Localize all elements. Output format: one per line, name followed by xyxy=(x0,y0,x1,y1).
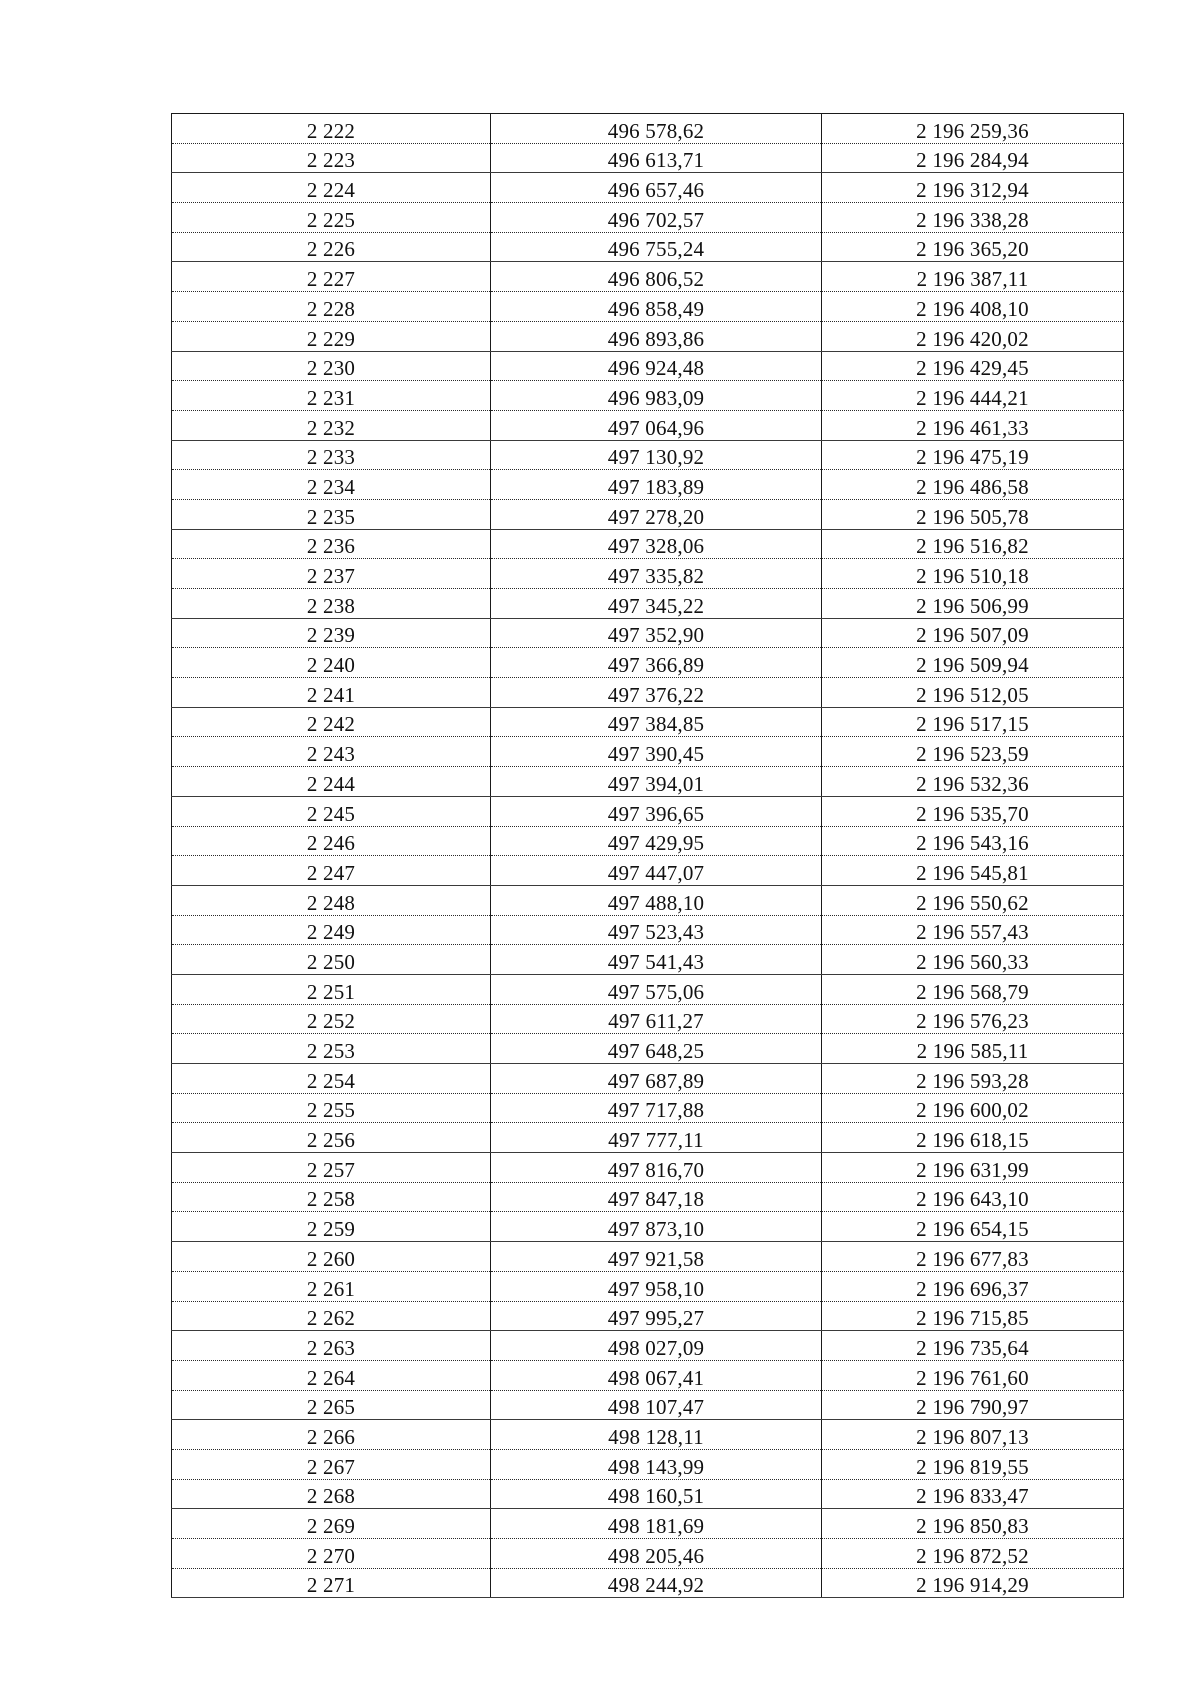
x-coordinate-cell: 496 983,09 xyxy=(491,381,822,411)
table-row xyxy=(172,232,1124,262)
point-number-cell: 2 264 xyxy=(172,1360,491,1390)
y-coordinate-cell: 2 196 550,62 xyxy=(822,885,1124,915)
y-coordinate-cell: 2 196 338,28 xyxy=(822,203,1124,233)
x-coordinate-cell: 496 578,62 xyxy=(491,114,822,144)
point-number-cell: 2 233 xyxy=(172,440,491,470)
table-row xyxy=(172,351,1124,381)
point-number-cell: 2 270 xyxy=(172,1539,491,1569)
table-row xyxy=(172,173,1124,203)
y-coordinate-cell: 2 196 461,33 xyxy=(822,410,1124,440)
point-number-cell: 2 224 xyxy=(172,173,491,203)
point-number-cell: 2 267 xyxy=(172,1449,491,1479)
table-row xyxy=(172,1390,1124,1420)
x-coordinate-cell: 497 575,06 xyxy=(491,974,822,1004)
point-number-cell: 2 225 xyxy=(172,203,491,233)
table-row xyxy=(172,559,1124,589)
y-coordinate-cell: 2 196 790,97 xyxy=(822,1390,1124,1420)
x-coordinate-cell: 497 366,89 xyxy=(491,648,822,678)
x-coordinate-cell: 497 777,11 xyxy=(491,1123,822,1153)
y-coordinate-cell: 2 196 312,94 xyxy=(822,173,1124,203)
table-row xyxy=(172,885,1124,915)
x-coordinate-cell: 498 244,92 xyxy=(491,1568,822,1598)
x-coordinate-cell: 497 648,25 xyxy=(491,1034,822,1064)
y-coordinate-cell: 2 196 516,82 xyxy=(822,529,1124,559)
table-row xyxy=(172,1509,1124,1539)
table-row xyxy=(172,321,1124,351)
y-coordinate-cell: 2 196 568,79 xyxy=(822,974,1124,1004)
x-coordinate-cell: 497 447,07 xyxy=(491,856,822,886)
table-row xyxy=(172,1539,1124,1569)
x-coordinate-cell: 498 107,47 xyxy=(491,1390,822,1420)
table-row xyxy=(172,499,1124,529)
x-coordinate-cell: 497 523,43 xyxy=(491,915,822,945)
point-number-cell: 2 250 xyxy=(172,945,491,975)
table-row xyxy=(172,529,1124,559)
y-coordinate-cell: 2 196 429,45 xyxy=(822,351,1124,381)
point-number-cell: 2 230 xyxy=(172,351,491,381)
point-number-cell: 2 232 xyxy=(172,410,491,440)
y-coordinate-cell: 2 196 600,02 xyxy=(822,1093,1124,1123)
point-number-cell: 2 241 xyxy=(172,678,491,708)
x-coordinate-cell: 496 924,48 xyxy=(491,351,822,381)
y-coordinate-cell: 2 196 872,52 xyxy=(822,1539,1124,1569)
point-number-cell: 2 249 xyxy=(172,915,491,945)
x-coordinate-cell: 497 816,70 xyxy=(491,1153,822,1183)
y-coordinate-cell: 2 196 715,85 xyxy=(822,1301,1124,1331)
x-coordinate-cell: 498 128,11 xyxy=(491,1420,822,1450)
table-row xyxy=(172,737,1124,767)
y-coordinate-cell: 2 196 618,15 xyxy=(822,1123,1124,1153)
point-number-cell: 2 231 xyxy=(172,381,491,411)
point-number-cell: 2 252 xyxy=(172,1004,491,1034)
x-coordinate-cell: 496 702,57 xyxy=(491,203,822,233)
y-coordinate-cell: 2 196 543,16 xyxy=(822,826,1124,856)
x-coordinate-cell: 497 335,82 xyxy=(491,559,822,589)
point-number-cell: 2 248 xyxy=(172,885,491,915)
x-coordinate-cell: 497 687,89 xyxy=(491,1064,822,1094)
x-coordinate-cell: 498 205,46 xyxy=(491,1539,822,1569)
point-number-cell: 2 258 xyxy=(172,1182,491,1212)
point-number-cell: 2 262 xyxy=(172,1301,491,1331)
y-coordinate-cell: 2 196 654,15 xyxy=(822,1212,1124,1242)
point-number-cell: 2 239 xyxy=(172,618,491,648)
table-row xyxy=(172,945,1124,975)
table-row xyxy=(172,1568,1124,1598)
table-row xyxy=(172,1301,1124,1331)
point-number-cell: 2 269 xyxy=(172,1509,491,1539)
table-row xyxy=(172,856,1124,886)
y-coordinate-cell: 2 196 585,11 xyxy=(822,1034,1124,1064)
point-number-cell: 2 260 xyxy=(172,1242,491,1272)
table-row xyxy=(172,1360,1124,1390)
point-number-cell: 2 257 xyxy=(172,1153,491,1183)
table-row xyxy=(172,974,1124,1004)
x-coordinate-cell: 497 390,45 xyxy=(491,737,822,767)
y-coordinate-cell: 2 196 523,59 xyxy=(822,737,1124,767)
point-number-cell: 2 271 xyxy=(172,1568,491,1598)
table-row xyxy=(172,410,1124,440)
coordinates-table-body xyxy=(172,114,1124,1598)
y-coordinate-cell: 2 196 284,94 xyxy=(822,143,1124,173)
point-number-cell: 2 268 xyxy=(172,1479,491,1509)
y-coordinate-cell: 2 196 819,55 xyxy=(822,1449,1124,1479)
table-row xyxy=(172,826,1124,856)
table-row xyxy=(172,1479,1124,1509)
table-row xyxy=(172,589,1124,619)
point-number-cell: 2 247 xyxy=(172,856,491,886)
x-coordinate-cell: 497 611,27 xyxy=(491,1004,822,1034)
x-coordinate-cell: 496 858,49 xyxy=(491,292,822,322)
point-number-cell: 2 226 xyxy=(172,232,491,262)
table-row xyxy=(172,767,1124,797)
x-coordinate-cell: 497 328,06 xyxy=(491,529,822,559)
y-coordinate-cell: 2 196 517,15 xyxy=(822,707,1124,737)
table-row xyxy=(172,1420,1124,1450)
table-row xyxy=(172,915,1124,945)
point-number-cell: 2 265 xyxy=(172,1390,491,1420)
table-row xyxy=(172,440,1124,470)
x-coordinate-cell: 497 384,85 xyxy=(491,707,822,737)
table-row xyxy=(172,262,1124,292)
y-coordinate-cell: 2 196 677,83 xyxy=(822,1242,1124,1272)
point-number-cell: 2 242 xyxy=(172,707,491,737)
table-row xyxy=(172,1004,1124,1034)
point-number-cell: 2 253 xyxy=(172,1034,491,1064)
y-coordinate-cell: 2 196 735,64 xyxy=(822,1331,1124,1361)
x-coordinate-cell: 497 958,10 xyxy=(491,1271,822,1301)
point-number-cell: 2 238 xyxy=(172,589,491,619)
x-coordinate-cell: 496 755,24 xyxy=(491,232,822,262)
x-coordinate-cell: 497 921,58 xyxy=(491,1242,822,1272)
table-row xyxy=(172,1271,1124,1301)
table-row xyxy=(172,678,1124,708)
y-coordinate-cell: 2 196 696,37 xyxy=(822,1271,1124,1301)
y-coordinate-cell: 2 196 509,94 xyxy=(822,648,1124,678)
table-row xyxy=(172,292,1124,322)
y-coordinate-cell: 2 196 631,99 xyxy=(822,1153,1124,1183)
table-row xyxy=(172,796,1124,826)
table-row xyxy=(172,1123,1124,1153)
point-number-cell: 2 229 xyxy=(172,321,491,351)
table-row xyxy=(172,1034,1124,1064)
table-row xyxy=(172,1212,1124,1242)
x-coordinate-cell: 497 183,89 xyxy=(491,470,822,500)
y-coordinate-cell: 2 196 560,33 xyxy=(822,945,1124,975)
point-number-cell: 2 237 xyxy=(172,559,491,589)
point-number-cell: 2 251 xyxy=(172,974,491,1004)
point-number-cell: 2 255 xyxy=(172,1093,491,1123)
x-coordinate-cell: 497 345,22 xyxy=(491,589,822,619)
x-coordinate-cell: 496 806,52 xyxy=(491,262,822,292)
point-number-cell: 2 259 xyxy=(172,1212,491,1242)
table-row xyxy=(172,1449,1124,1479)
y-coordinate-cell: 2 196 576,23 xyxy=(822,1004,1124,1034)
x-coordinate-cell: 496 613,71 xyxy=(491,143,822,173)
x-coordinate-cell: 497 130,92 xyxy=(491,440,822,470)
x-coordinate-cell: 498 027,09 xyxy=(491,1331,822,1361)
y-coordinate-cell: 2 196 408,10 xyxy=(822,292,1124,322)
table-row xyxy=(172,114,1124,144)
x-coordinate-cell: 497 396,65 xyxy=(491,796,822,826)
y-coordinate-cell: 2 196 510,18 xyxy=(822,559,1124,589)
point-number-cell: 2 240 xyxy=(172,648,491,678)
x-coordinate-cell: 497 064,96 xyxy=(491,410,822,440)
x-coordinate-cell: 497 488,10 xyxy=(491,885,822,915)
y-coordinate-cell: 2 196 486,58 xyxy=(822,470,1124,500)
table-row xyxy=(172,648,1124,678)
point-number-cell: 2 223 xyxy=(172,143,491,173)
table-row xyxy=(172,618,1124,648)
x-coordinate-cell: 497 376,22 xyxy=(491,678,822,708)
y-coordinate-cell: 2 196 557,43 xyxy=(822,915,1124,945)
y-coordinate-cell: 2 196 643,10 xyxy=(822,1182,1124,1212)
point-number-cell: 2 254 xyxy=(172,1064,491,1094)
y-coordinate-cell: 2 196 593,28 xyxy=(822,1064,1124,1094)
point-number-cell: 2 236 xyxy=(172,529,491,559)
table-row xyxy=(172,1242,1124,1272)
point-number-cell: 2 235 xyxy=(172,499,491,529)
x-coordinate-cell: 498 160,51 xyxy=(491,1479,822,1509)
point-number-cell: 2 246 xyxy=(172,826,491,856)
x-coordinate-cell: 497 717,88 xyxy=(491,1093,822,1123)
y-coordinate-cell: 2 196 850,83 xyxy=(822,1509,1124,1539)
table-row xyxy=(172,143,1124,173)
x-coordinate-cell: 497 873,10 xyxy=(491,1212,822,1242)
y-coordinate-cell: 2 196 512,05 xyxy=(822,678,1124,708)
y-coordinate-cell: 2 196 420,02 xyxy=(822,321,1124,351)
table-row xyxy=(172,1064,1124,1094)
table-row xyxy=(172,1153,1124,1183)
table-row xyxy=(172,1182,1124,1212)
point-number-cell: 2 222 xyxy=(172,114,491,144)
point-number-cell: 2 261 xyxy=(172,1271,491,1301)
y-coordinate-cell: 2 196 532,36 xyxy=(822,767,1124,797)
x-coordinate-cell: 497 429,95 xyxy=(491,826,822,856)
x-coordinate-cell: 496 893,86 xyxy=(491,321,822,351)
y-coordinate-cell: 2 196 807,13 xyxy=(822,1420,1124,1450)
table-row xyxy=(172,381,1124,411)
y-coordinate-cell: 2 196 507,09 xyxy=(822,618,1124,648)
x-coordinate-cell: 498 067,41 xyxy=(491,1360,822,1390)
y-coordinate-cell: 2 196 387,11 xyxy=(822,262,1124,292)
point-number-cell: 2 227 xyxy=(172,262,491,292)
y-coordinate-cell: 2 196 761,60 xyxy=(822,1360,1124,1390)
y-coordinate-cell: 2 196 259,36 xyxy=(822,114,1124,144)
point-number-cell: 2 234 xyxy=(172,470,491,500)
y-coordinate-cell: 2 196 506,99 xyxy=(822,589,1124,619)
x-coordinate-cell: 498 143,99 xyxy=(491,1449,822,1479)
y-coordinate-cell: 2 196 914,29 xyxy=(822,1568,1124,1598)
x-coordinate-cell: 497 847,18 xyxy=(491,1182,822,1212)
point-number-cell: 2 256 xyxy=(172,1123,491,1153)
y-coordinate-cell: 2 196 365,20 xyxy=(822,232,1124,262)
point-number-cell: 2 228 xyxy=(172,292,491,322)
table-row xyxy=(172,1331,1124,1361)
y-coordinate-cell: 2 196 444,21 xyxy=(822,381,1124,411)
x-coordinate-cell: 497 352,90 xyxy=(491,618,822,648)
y-coordinate-cell: 2 196 833,47 xyxy=(822,1479,1124,1509)
y-coordinate-cell: 2 196 475,19 xyxy=(822,440,1124,470)
point-number-cell: 2 245 xyxy=(172,796,491,826)
x-coordinate-cell: 497 278,20 xyxy=(491,499,822,529)
coordinates-table xyxy=(171,113,1124,1598)
x-coordinate-cell: 497 541,43 xyxy=(491,945,822,975)
table-row xyxy=(172,1093,1124,1123)
point-number-cell: 2 263 xyxy=(172,1331,491,1361)
y-coordinate-cell: 2 196 545,81 xyxy=(822,856,1124,886)
x-coordinate-cell: 496 657,46 xyxy=(491,173,822,203)
y-coordinate-cell: 2 196 505,78 xyxy=(822,499,1124,529)
y-coordinate-cell: 2 196 535,70 xyxy=(822,796,1124,826)
point-number-cell: 2 243 xyxy=(172,737,491,767)
point-number-cell: 2 266 xyxy=(172,1420,491,1450)
table-row xyxy=(172,707,1124,737)
x-coordinate-cell: 498 181,69 xyxy=(491,1509,822,1539)
x-coordinate-cell: 497 995,27 xyxy=(491,1301,822,1331)
table-row xyxy=(172,470,1124,500)
point-number-cell: 2 244 xyxy=(172,767,491,797)
x-coordinate-cell: 497 394,01 xyxy=(491,767,822,797)
table-row xyxy=(172,203,1124,233)
